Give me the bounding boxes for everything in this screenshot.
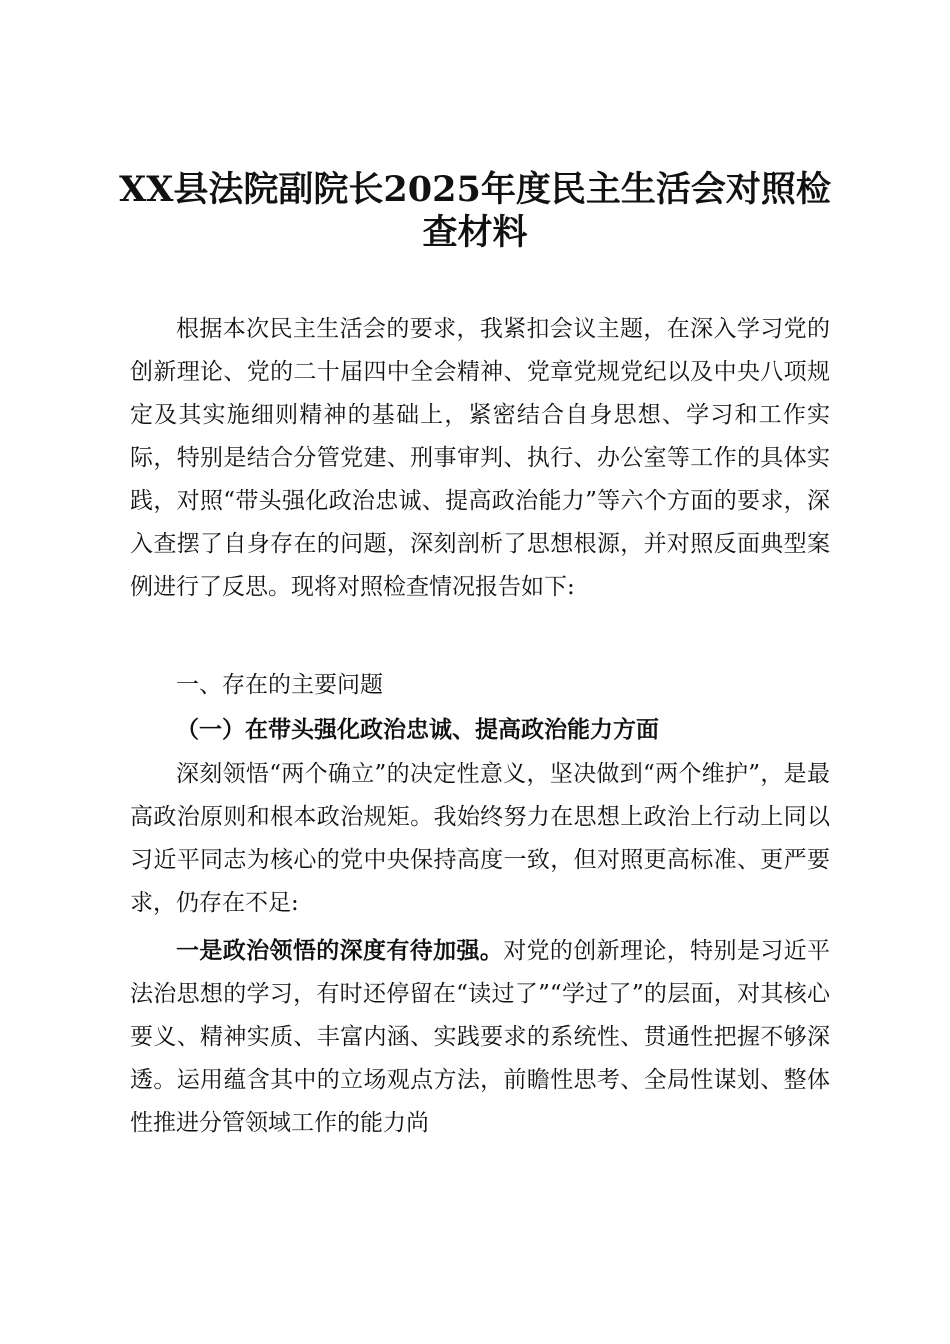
- document-title: [110, 168, 840, 254]
- subsection-1-paragraph: 深刻领悟“两个确立”的决定性意义，坚决做到“两个维护”，是最高政治原则和根本政治规矩。我始终努力在思想上政治上行动上同以习近平同志为核心的党中央保持高度一致，但对照更高标准、更严要求，仍存在不足:: [130, 761, 830, 916]
- subsection-heading-1: （一）在带头强化政治忠诚、提高政治能力方面: [176, 716, 659, 743]
- title-line-2: 查材料: [422, 212, 528, 253]
- section-heading-1: 一、存在的主要问题: [176, 672, 383, 698]
- title-line-1: XX县法院副院长2025年度民主生活会对照检: [119, 169, 831, 210]
- point-1-text: 对党的创新理论，特别是习近平法治思想的学习，有时还停留在“读过了”“学过了”的层面，对其核心要义、精神实质、丰富内涵、实践要求的系统性、贯通性把握不够深透。运用蕴含其中的立场观点方法，前瞻性思考、全局性谋划、整体性推进分管领域工作的能力尚: [130, 938, 831, 1136]
- intro-paragraph: 根据本次民主生活会的要求，我紧扣会议主题，在深入学习党的创新理论、党的二十届四中全会精神、党章党规党纪以及中央八项规定及其实施细则精神的基础上，紧密结合自身思想、学习和工作实际，特别是结合分管党建、刑事审判、执行、办公室等工作的具体实践，对照“带头强化政治忠诚、提高政治能力”等六个方面的要求，深入查摆了自身存在的问题，深刻剖析了思想根源，并对照反面典型案例进行了反思。现将对照检查情况报告如下:: [130, 316, 830, 600]
- point-1-paragraph: [130, 929, 830, 1145]
- point-1-lead: 一是政治领悟的深度有待加强。: [176, 937, 504, 964]
